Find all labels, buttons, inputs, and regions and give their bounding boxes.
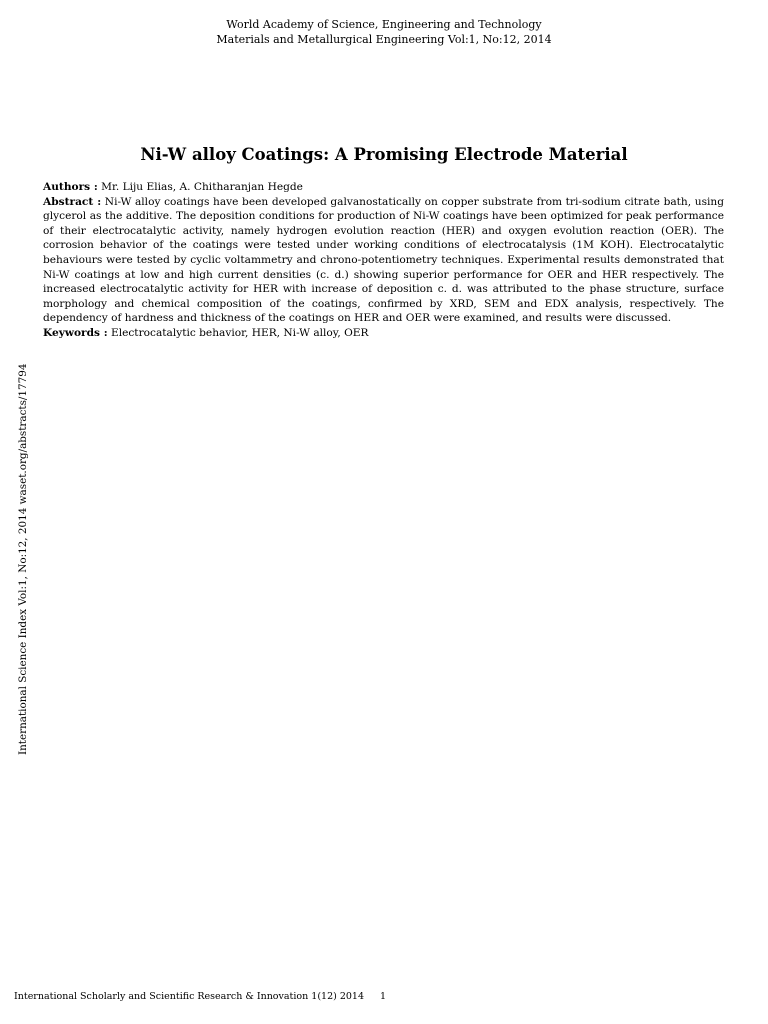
paper-title: Ni-W alloy Coatings: A Promising Electrode Material [140,145,628,164]
keywords-value: Electrocatalytic behavior, HER, Ni-W alloy, OER [110,326,369,339]
abstract-paragraph [43,195,724,326]
footer-text: International Scholarly and Scientific Research & Innovation 1(12) 2014 [14,991,365,1002]
keywords-label: Keywords : [43,326,108,339]
journal-header [0,17,768,47]
keywords-line [43,326,724,341]
abstract-label: Abstract : [43,195,102,208]
authors-line [43,180,724,195]
side-citation: International Science Index Vol:1, No:12, 2014 waset.org/abstracts/17794 [17,363,29,755]
journal-volume: Materials and Metallurgical Engineering Vol:1, No:12, 2014 [216,33,552,46]
abstract-text: Ni-W alloy coatings have been developed galvanostatically on copper substrate from tri-sodium citrate bath, using glycerol as the additive. The deposition conditions for production of Ni-W coatings have been optimized for peak performance of their electrocatalytic activity, namely hydrogen evolution reaction (HER) and oxygen evolution reaction (OER). The corrosion behavior of the coatings were tested under working conditions of electrocatalysis (1M KOH). Electrocatalytic behaviours were tested by cyclic voltammetry and chrono-potentiometry techniques. Experimental results demonstrated that Ni-W coatings at low and high current densities (c. d.) showing superior performance for OER and HER respectively. The increased electrocatalytic activity for HER with increase of deposition c. d. was attributed to the phase structure, surface morphology and chemical composition of the coatings, confirmed by XRD, SEM and EDX analysis, respectively. The dependency of hardness and thickness of the coatings on HER and OER were examined, and results were discussed. [43,195,725,325]
journal-name: World Academy of Science, Engineering and Technology [226,18,542,31]
authors-label: Authors : [43,181,98,193]
paper-meta [43,180,724,341]
authors-value: Mr. Liju Elias, A. Chitharanjan Hegde [101,181,303,193]
page-number: 1 [380,991,387,1002]
